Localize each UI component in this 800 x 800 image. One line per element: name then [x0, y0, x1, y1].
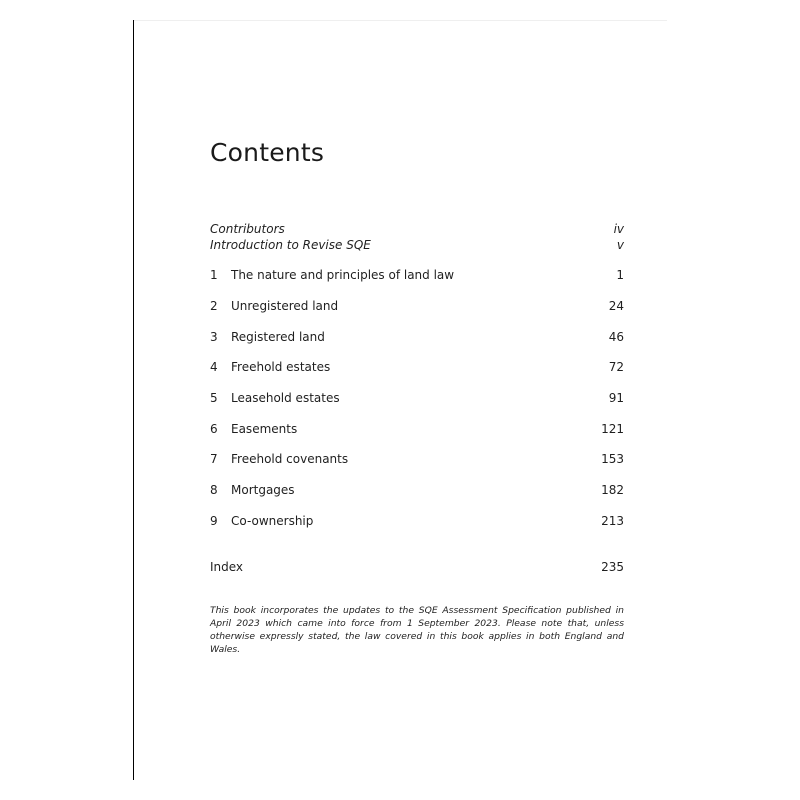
edition-note: This book incorporates the updates to the SQE Assessment Specification published in April 2023 which came into force from 1 September 2023. Please note that, unless otherwise expressly stated, the law covered in this book applies in both England and Wales. — [210, 605, 624, 655]
page-spine-line — [133, 20, 134, 780]
toc-chapter-page: 91 — [608, 391, 624, 405]
toc-chapter-heading — [210, 359, 330, 375]
toc-chapter-page: 24 — [608, 299, 624, 313]
toc-chapter-heading — [210, 513, 313, 529]
toc-chapter-1 — [210, 267, 624, 283]
toc-chapter-3 — [210, 329, 624, 345]
toc-chapter-title: Freehold covenants — [231, 452, 349, 466]
toc-front-label: Introduction to Revise SQE — [210, 238, 371, 252]
toc-chapter-title: Unregistered land — [231, 299, 339, 313]
toc-chapter-number: 8 — [210, 483, 218, 497]
toc-chapter-number: 7 — [210, 452, 218, 466]
toc-front-page: v — [616, 238, 624, 252]
toc-chapter-title: Co-ownership — [231, 514, 314, 528]
toc-chapter-heading — [210, 421, 297, 437]
toc-chapter-heading — [210, 267, 454, 283]
toc-chapter-page: 213 — [601, 514, 624, 528]
toc-chapter-7 — [210, 451, 624, 467]
toc-chapter-title: Mortgages — [231, 483, 295, 497]
toc-chapter-heading — [210, 482, 295, 498]
toc-chapter-title: Easements — [231, 422, 298, 436]
toc-chapter-number: 2 — [210, 299, 218, 313]
toc-index-label: Index — [210, 560, 244, 574]
toc-chapter-heading — [210, 298, 338, 314]
toc-chapter-number: 6 — [210, 422, 218, 436]
toc-chapter-page: 182 — [601, 483, 624, 497]
toc-chapter-6 — [210, 421, 624, 437]
toc-chapter-page: 46 — [608, 330, 624, 344]
toc-chapter-title: Freehold estates — [231, 360, 331, 374]
toc-index-page: 235 — [601, 560, 624, 574]
toc-chapter-title: Leasehold estates — [231, 391, 340, 405]
toc-chapter-number: 4 — [210, 360, 218, 374]
toc-chapter-page: 72 — [608, 360, 624, 374]
toc-chapter-heading — [210, 390, 340, 406]
toc-chapter-heading — [210, 329, 325, 345]
toc-chapter-9 — [210, 513, 624, 529]
toc-chapter-page: 153 — [601, 452, 624, 466]
page-title: Contents — [210, 138, 325, 167]
toc-chapter-page: 1 — [616, 268, 624, 282]
toc-front-item-introduction — [210, 237, 624, 253]
toc-chapter-number: 1 — [210, 268, 218, 282]
toc-chapter-5 — [210, 390, 624, 406]
toc-front-item-contributors — [210, 221, 624, 237]
toc-chapter-2 — [210, 298, 624, 314]
toc-chapter-number: 3 — [210, 330, 218, 344]
toc-index-item — [210, 559, 624, 575]
toc-chapter-page: 121 — [601, 422, 624, 436]
toc-chapter-heading — [210, 451, 348, 467]
toc-chapter-number: 9 — [210, 514, 218, 528]
toc-front-label: Contributors — [210, 222, 285, 236]
toc-chapter-number: 5 — [210, 391, 218, 405]
toc-chapter-4 — [210, 359, 624, 375]
toc-chapter-title: Registered land — [231, 330, 325, 344]
toc-chapter-title: The nature and principles of land law — [231, 268, 455, 282]
page-top-edge — [134, 20, 667, 21]
toc-chapter-8 — [210, 482, 624, 498]
toc-front-page: iv — [613, 222, 624, 236]
